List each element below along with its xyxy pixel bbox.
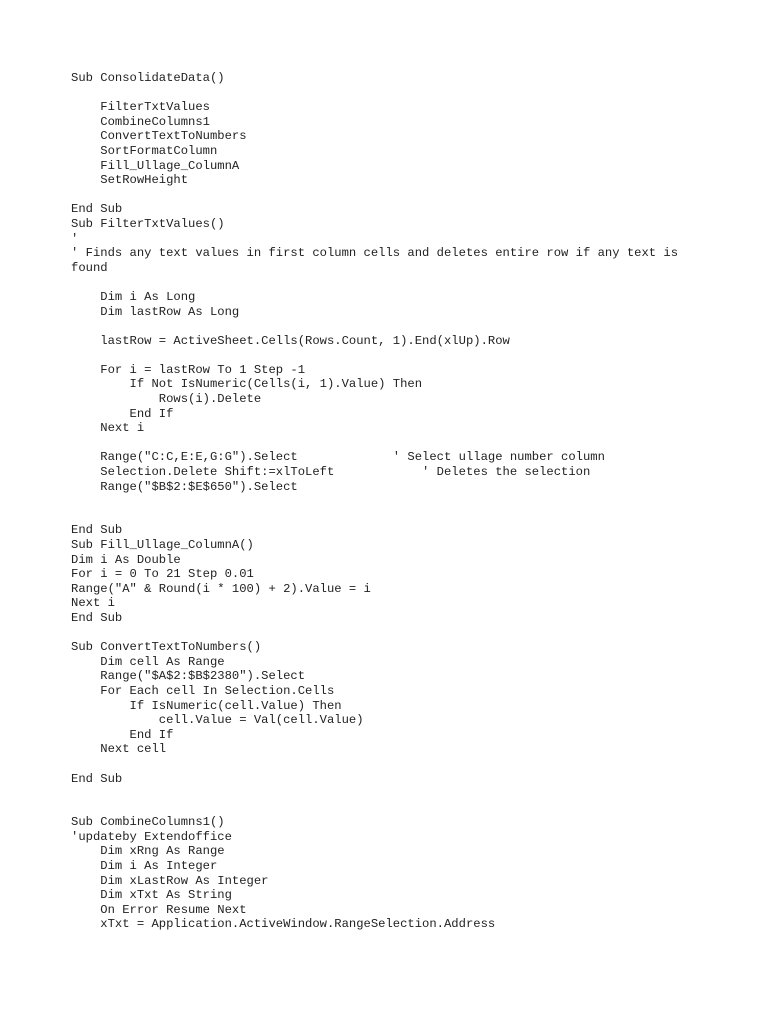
code-line: Sub ConvertTextToNumbers() [71,640,262,655]
code-line: lastRow = ActiveSheet.Cells(Rows.Count, 1).End(xlUp).Row [71,333,510,348]
code-line: Next cell [71,742,167,757]
code-line: End Sub [71,771,123,786]
blank-line [71,436,711,451]
vba-code-block [71,71,711,932]
code-line: Dim cell As Range [71,654,225,669]
code-line: Sub ConsolidateData() [71,71,225,85]
code-line: Dim xTxt As String [71,888,232,903]
code-line: If Not IsNumeric(Cells(i, 1).Value) Then [71,377,423,392]
code-line: On Error Resume Next [71,902,247,917]
code-line: Range("A" & Round(i * 100) + 2).Value = i [71,581,371,596]
code-line: For i = lastRow To 1 Step -1 [71,362,306,377]
code-line: End Sub [71,523,123,538]
code-line: End If [71,727,174,742]
code-line: For i = 0 To 21 Step 0.01 [71,567,254,582]
code-line: ' [71,231,79,246]
code-line: Dim i As Double [71,552,181,567]
code-line: found [71,260,108,275]
code-line: Sub Fill_Ullage_ColumnA() [71,538,254,552]
code-line: Range("$B$2:$E$650").Select [71,479,298,494]
code-line: Sub CombineColumns1() [71,815,225,830]
code-line: xTxt = Application.ActiveWindow.RangeSelection.Address [71,917,496,932]
blank-line [71,275,711,290]
code-line: cell.Value = Val(cell.Value) [71,713,364,728]
code-line: Rows(i).Delete [71,392,262,407]
code-line: ConvertTextToNumbers [71,129,247,144]
code-line: If IsNumeric(cell.Value) Then [71,698,342,713]
code-line: Dim xRng As Range [71,844,225,859]
code-line: Dim i As Integer [71,859,218,874]
code-line: Next i [71,421,145,436]
code-line: Dim i As Long [71,289,196,304]
code-line: Dim xLastRow As Integer [71,873,269,888]
code-line: Dim lastRow As Long [71,304,240,319]
blank-line [71,786,711,801]
code-line: End Sub [71,202,123,217]
code-line: 'updateby Extendoffice [71,829,232,844]
blank-line [71,626,711,641]
code-line: Range("C:C,E:E,G:G").Select ' Select ullage number column [71,450,605,465]
code-line: Range("$A$2:$B$2380").Select [71,669,306,684]
code-line: End Sub [71,610,123,625]
code-line: SortFormatColumn [71,143,218,158]
blank-line [71,188,711,203]
code-line: Next i [71,596,115,611]
blank-line [71,801,711,816]
code-line: SetRowHeight [71,173,189,188]
code-line: CombineColumns1 [71,114,210,129]
blank-line [71,348,711,363]
code-line: For Each cell In Selection.Cells [71,683,335,698]
code-line: End If [71,406,174,421]
blank-line [71,319,711,334]
blank-line [71,509,711,524]
blank-line [71,86,711,101]
code-line: FilterTxtValues [71,100,210,115]
blank-line [71,757,711,772]
code-line: Selection.Delete Shift:=xlToLeft ' Deletes the selection [71,465,591,480]
code-line: Sub FilterTxtValues() [71,216,225,231]
code-line: Fill_Ullage_ColumnA [71,158,240,173]
code-line: ' Finds any text values in first column cells and deletes entire row if any text is [71,246,679,261]
blank-line [71,494,711,509]
